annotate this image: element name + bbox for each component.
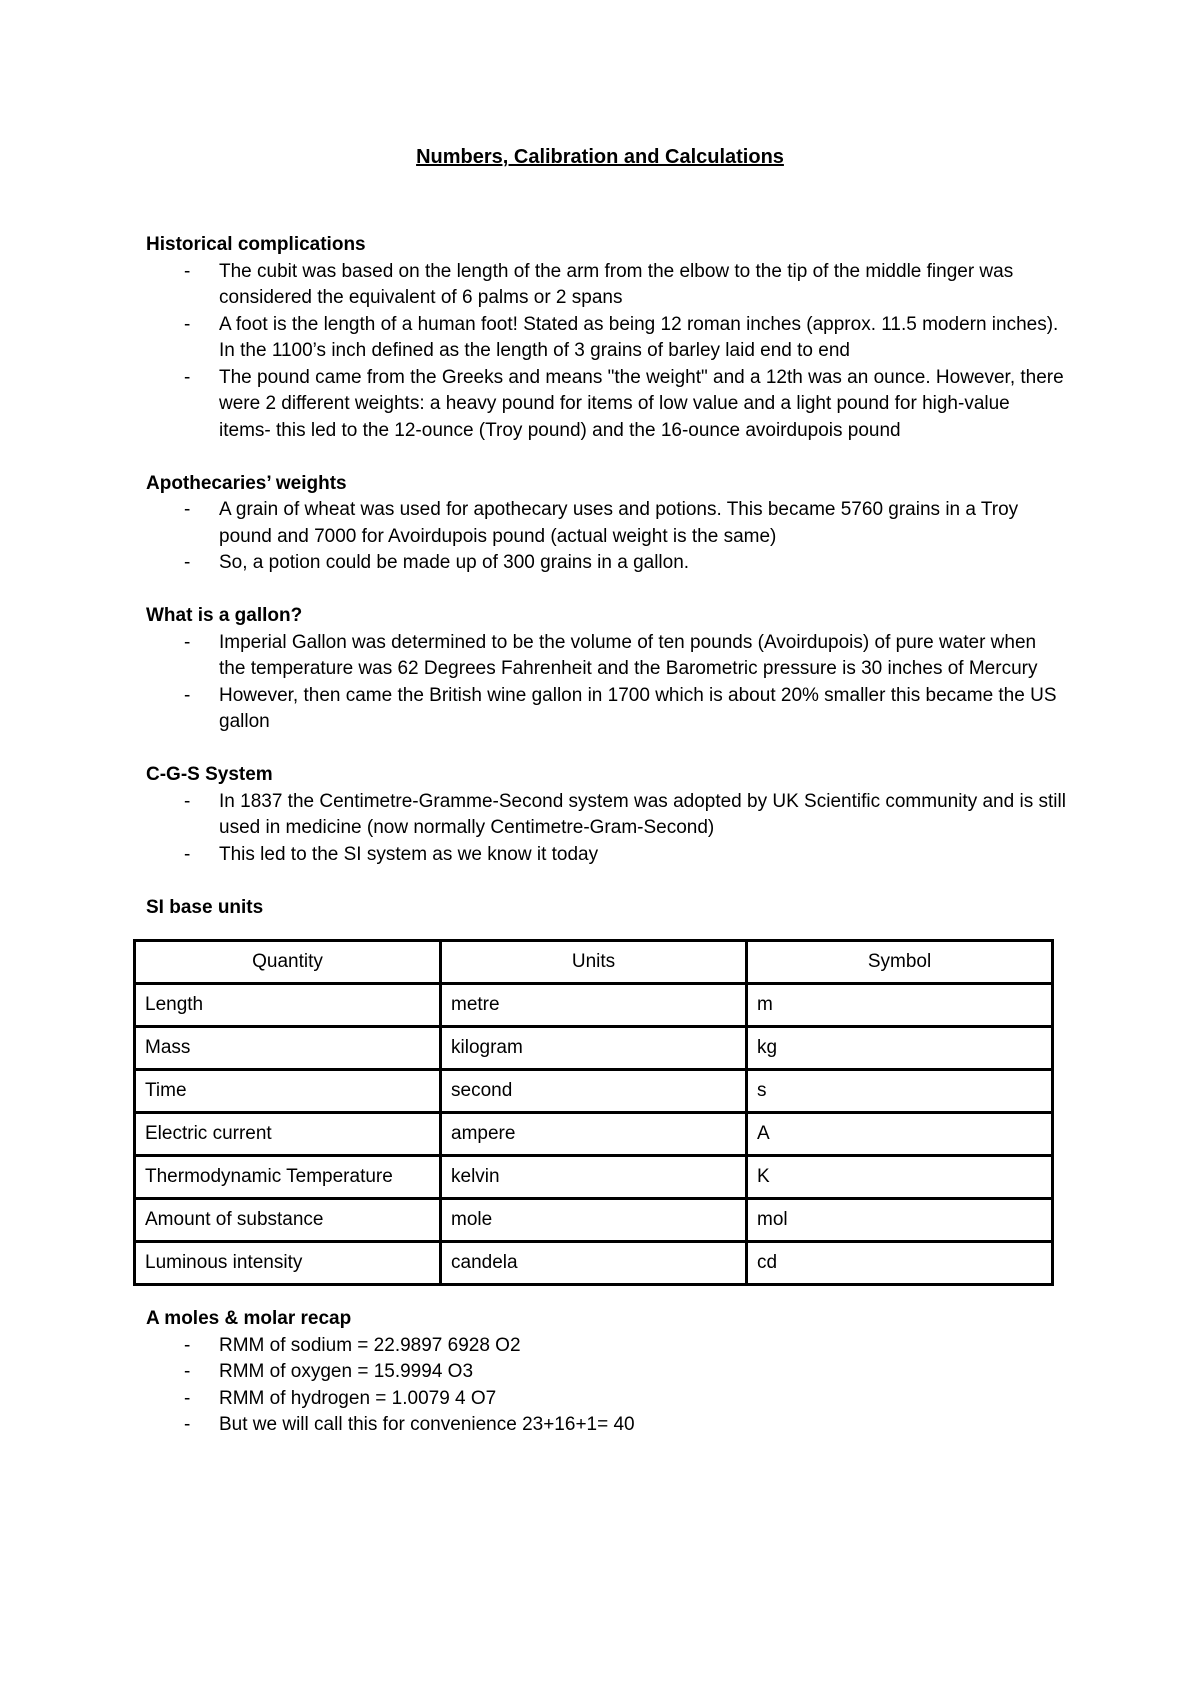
list-item: - RMM of hydrogen = 1.0079 4 O7 xyxy=(146,1386,1066,1413)
list-item: - A foot is the length of a human foot! Stated as being 12 roman inches (approx. 11.5 modern inches). In the 1100’s inch defined as the length of 3 grains of barley laid end to end xyxy=(146,312,1066,365)
table-row xyxy=(135,1156,1053,1199)
section-moles-recap xyxy=(146,1306,1066,1439)
table-cell: second xyxy=(441,1070,747,1113)
list-item: - Imperial Gallon was determined to be the volume of ten pounds (Avoirdupois) of pure water when the temperature was 62 Degrees Fahrenheit and the Barometric pressure is 30 inches of Mercury xyxy=(146,630,1066,683)
bullet-list xyxy=(146,630,1066,736)
table-cell: A xyxy=(747,1113,1053,1156)
section-heading: SI base units xyxy=(146,896,264,918)
column-header-symbol: Symbol xyxy=(747,941,1053,984)
section-heading: What is a gallon? xyxy=(146,605,303,626)
table-cell: Mass xyxy=(135,1027,441,1070)
section-historical-complications xyxy=(146,232,1066,444)
table-row xyxy=(135,1199,1053,1242)
section-heading: Apothecaries’ weights xyxy=(146,472,347,494)
list-item: - This led to the SI system as we know it today xyxy=(146,842,1066,869)
bullet-list xyxy=(146,259,1066,445)
table-cell: K xyxy=(747,1156,1053,1199)
table-cell: Luminous intensity xyxy=(135,1242,441,1285)
list-item: - RMM of oxygen = 15.9994 O3 xyxy=(146,1359,1066,1386)
list-item: - So, a potion could be made up of 300 grains in a gallon. xyxy=(146,550,1066,577)
list-item: - RMM of sodium = 22.9897 6928 O2 xyxy=(146,1333,1066,1360)
section-heading: C-G-S System xyxy=(146,764,273,785)
list-item: - In 1837 the Centimetre-Gramme-Second system was adopted by UK Scientific community and is still used in medicine (now normally Centimetre-Gram-Second) xyxy=(146,789,1066,842)
list-item: - But we will call this for convenience 23+16+1= 40 xyxy=(146,1412,1066,1439)
table-cell: kilogram xyxy=(441,1027,747,1070)
column-header-units: Units xyxy=(441,941,747,984)
section-cgs-system xyxy=(146,762,1066,868)
section-heading: A moles & molar recap xyxy=(146,1308,352,1329)
table-cell: ampere xyxy=(441,1113,747,1156)
document-body xyxy=(146,232,1066,1439)
page-title: Numbers, Calibration and Calculations xyxy=(416,146,784,168)
table-cell: s xyxy=(747,1070,1053,1113)
column-header-quantity: Quantity xyxy=(135,941,441,984)
table-row xyxy=(135,1027,1053,1070)
table-cell: cd xyxy=(747,1242,1053,1285)
table-row xyxy=(135,1070,1053,1113)
table-row xyxy=(135,1242,1053,1285)
table-cell: mol xyxy=(747,1199,1053,1242)
table-cell: metre xyxy=(441,984,747,1027)
si-units-table xyxy=(133,939,1054,1286)
list-item: - However, then came the British wine gallon in 1700 which is about 20% smaller this became the US gallon xyxy=(146,683,1066,736)
bullet-list xyxy=(146,497,1066,577)
table-row xyxy=(135,984,1053,1027)
table-cell: kelvin xyxy=(441,1156,747,1199)
table-header-row xyxy=(135,941,1053,984)
section-si-base-units xyxy=(146,895,1066,1287)
section-heading: Historical complications xyxy=(146,234,366,255)
table-cell: candela xyxy=(441,1242,747,1285)
table-cell: Thermodynamic Temperature xyxy=(135,1156,441,1199)
table-row xyxy=(135,1113,1053,1156)
table-cell: Time xyxy=(135,1070,441,1113)
table-cell: Amount of substance xyxy=(135,1199,441,1242)
section-what-is-a-gallon xyxy=(146,603,1066,736)
table-cell: m xyxy=(747,984,1053,1027)
bullet-list xyxy=(146,789,1066,869)
list-item: - A grain of wheat was used for apothecary uses and potions. This became 5760 grains in a Troy pound and 7000 for Avoirdupois pound (actual weight is the same) xyxy=(146,497,1066,550)
list-item: - The pound came from the Greeks and means "the weight" and a 12th was an ounce. However, there were 2 different weights: a heavy pound for items of low value and a light pound for high-value items- this led to the 12-ounce (Troy pound) and the 16-ounce avoirdupois pound xyxy=(146,365,1066,445)
list-item: - The cubit was based on the length of the arm from the elbow to the tip of the middle finger was considered the equivalent of 6 palms or 2 spans xyxy=(146,259,1066,312)
table-cell: Length xyxy=(135,984,441,1027)
table-cell: Electric current xyxy=(135,1113,441,1156)
table-cell: mole xyxy=(441,1199,747,1242)
bullet-list xyxy=(146,1333,1066,1439)
table-cell: kg xyxy=(747,1027,1053,1070)
section-apothecaries-weights xyxy=(146,471,1066,577)
